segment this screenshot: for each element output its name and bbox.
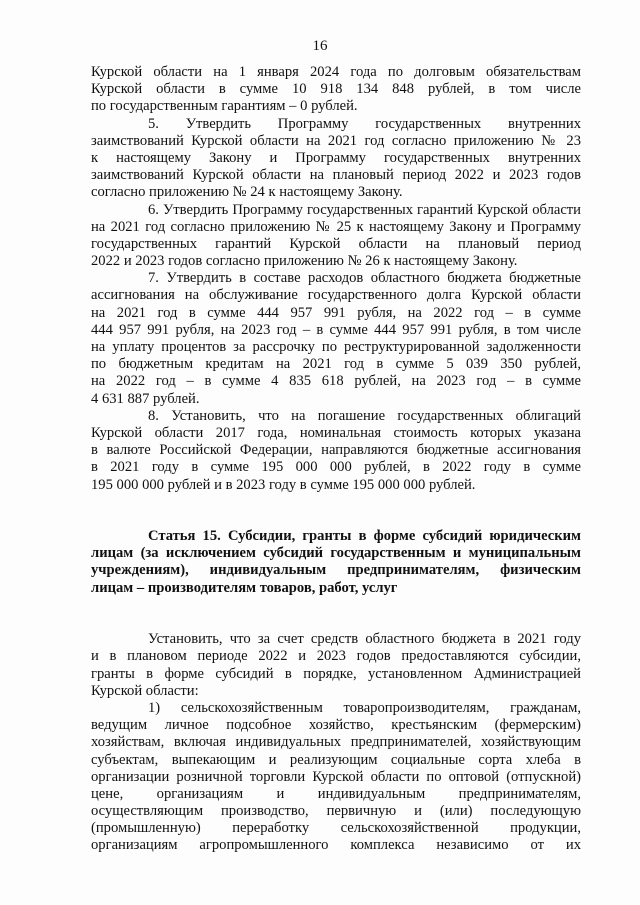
text-line: и в плановом периоде 2022 и 2023 годов предоставляются субсидии, <box>91 648 581 665</box>
main-paragraphs <box>91 64 581 494</box>
text-line: (промышленную) переработку сельскохозяйственной продукции, <box>91 820 581 837</box>
heading-line: лицам – производителям товаров, работ, услуг <box>91 579 398 596</box>
document-body <box>91 64 581 855</box>
article-15-heading <box>91 528 581 597</box>
text-line: по государственным гарантиям – 0 рублей. <box>91 98 358 115</box>
text-line: согласно приложению № 24 к настоящему Закону. <box>91 184 403 201</box>
text-line: осуществляющим производство, первичную и (или) последующую <box>91 803 581 820</box>
text-line: заимствований Курской области на 2021 год согласно приложению № 23 <box>91 132 581 149</box>
text-line: субъектам, выпекающим и реализующим социальные сорта хлеба в <box>91 751 581 768</box>
text-line: государственных гарантий Курской области на плановый период <box>91 235 581 252</box>
text-line: Курской области: <box>91 682 199 699</box>
text-line: 195 000 000 рублей и в 2023 году в сумме 195 000 000 рублей. <box>91 476 476 493</box>
text-line: в валюте Российской Федерации, направляются бюджетные ассигнования <box>91 442 581 459</box>
text-line: на 2021 год в сумме 444 957 991 рубля, на 2022 год – в сумме <box>91 304 581 321</box>
text-line: организациям агропромышленного комплекса независимо от их <box>91 837 581 854</box>
text-line: 1) сельскохозяйственным товаропроизводителям, гражданам, <box>148 699 581 716</box>
text-line: организации розничной торговли Курской области по оптовой (отпускной) <box>91 768 581 785</box>
text-line: 8. Установить, что на погашение государственных облигаций <box>148 407 581 424</box>
text-line: гранты в форме субсидий в порядке, установленном Администрацией <box>91 665 581 682</box>
text-line: заимствований Курской области на плановый период 2022 и 2023 годов <box>91 167 581 184</box>
text-line: хозяйствам, включая индивидуальных предпринимателей, хозяйствующим <box>91 734 581 751</box>
heading-line: Статья 15. Субсидии, гранты в форме субсидий юридическим <box>148 528 581 545</box>
text-line: в 2021 году в сумме 195 000 000 рублей, в 2022 году в сумме <box>91 459 581 476</box>
text-line: на 2022 год – в сумме 4 835 618 рублей, на 2023 год – в сумме <box>91 373 581 390</box>
text-line: Курской области 2017 года, номинальная стоимость которых указана <box>91 424 581 441</box>
heading-line: лицам (за исключением субсидий государственным и муниципальным <box>91 545 581 562</box>
text-line: на 2021 год согласно приложению № 25 к настоящему Закону и Программу <box>91 218 581 235</box>
text-line: 444 957 991 рубля, на 2023 год – в сумме 444 957 991 рубля, в том числе <box>91 321 581 338</box>
text-line: 7. Утвердить в составе расходов областного бюджета бюджетные <box>148 270 581 287</box>
text-line: на уплату процентов за рассрочку по реструктурированной задолженности <box>91 339 581 355</box>
text-line: 5. Утвердить Программу государственных внутренних <box>148 115 581 132</box>
text-line: ассигнования на обслуживание государственного долга Курской области <box>91 287 581 304</box>
text-line: по бюджетным кредитам на 2021 год в сумме 5 039 350 рублей, <box>91 356 581 373</box>
text-line: 4 631 887 рублей. <box>91 390 200 407</box>
heading-line: учреждениям), индивидуальным предпринимателям, физическим <box>91 562 581 579</box>
text-line: Установить, что за счет средств областного бюджета в 2021 году <box>148 631 581 648</box>
page-number: 16 <box>312 38 328 54</box>
text-line: 2022 и 2023 годов согласно приложению № 26 к настоящему Закону. <box>91 253 518 270</box>
article-15-body <box>91 631 581 854</box>
text-line: 6. Утвердить Программу государственных гарантий Курской области <box>148 201 581 218</box>
text-line: ведущим личное подсобное хозяйство, крестьянским (фермерским) <box>91 717 581 734</box>
text-line: к настоящему Закону и Программу государственных внутренних <box>91 149 581 166</box>
text-line: Курской области на 1 января 2024 года по долговым обязательствам <box>91 64 581 80</box>
text-line: цене, организациям и индивидуальным предпринимателям, <box>91 785 581 802</box>
text-line: Курской области в сумме 10 918 134 848 рублей, в том числе <box>91 81 581 98</box>
